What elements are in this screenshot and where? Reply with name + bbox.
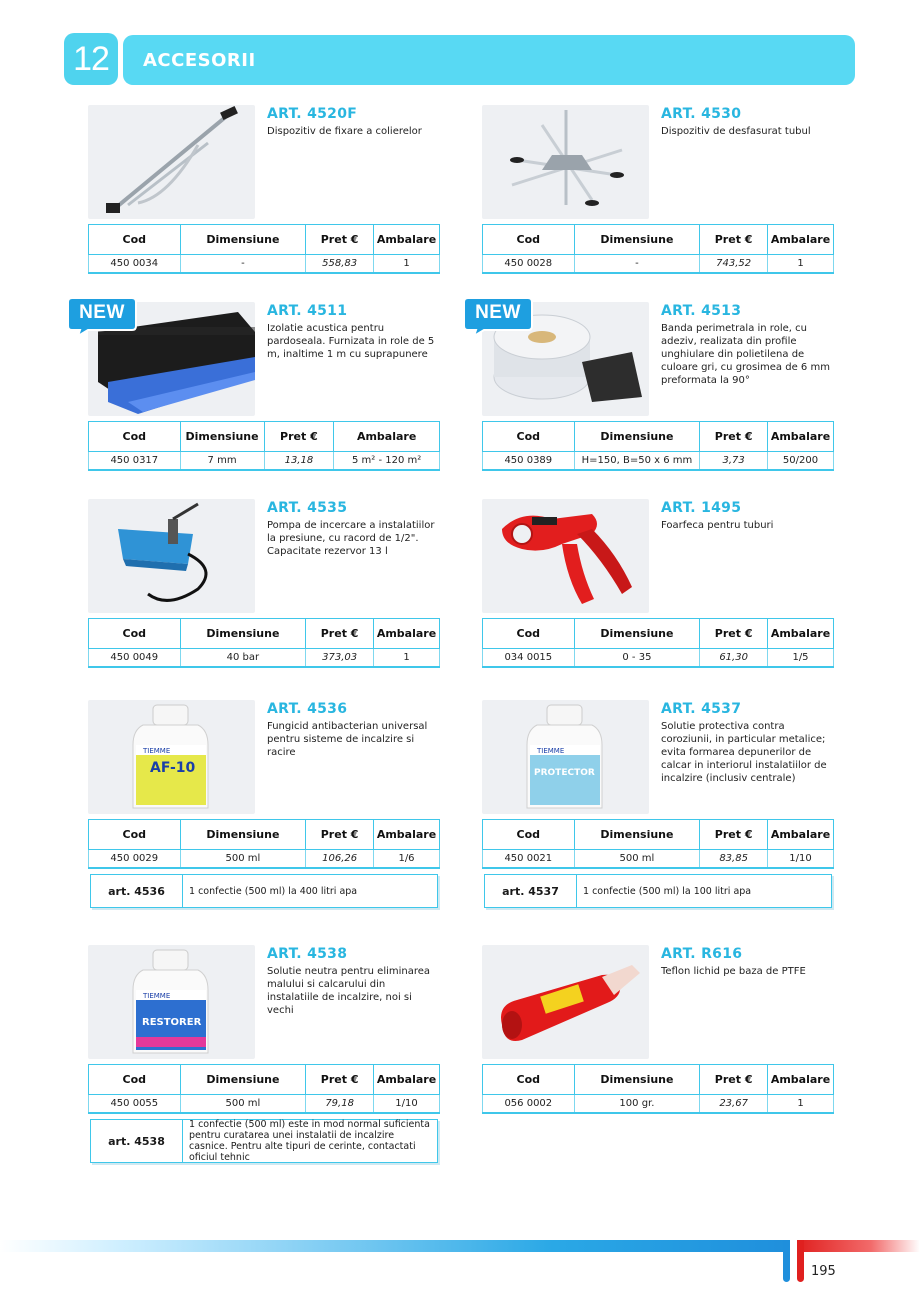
- usage-note: [90, 874, 438, 908]
- product-description: Dispozitiv de desfasurat tubul: [661, 126, 811, 137]
- chapter-number-badge: 12: [64, 33, 118, 85]
- cell-cod: 450 0028: [483, 255, 575, 273]
- table-header-row: [89, 422, 440, 452]
- col-dimensiune: Dimensiune: [574, 422, 700, 452]
- table-header-row: [89, 820, 440, 850]
- spec-table: [482, 224, 834, 274]
- note-label: art. 4538: [91, 1120, 183, 1162]
- col-ambalare: Ambalare: [768, 225, 834, 255]
- product-4511: [88, 302, 440, 472]
- cell-pret: 23,67: [700, 1095, 768, 1113]
- new-badge: [66, 296, 138, 336]
- col-cod: Cod: [483, 422, 575, 452]
- cell-dimensiune: H=150, B=50 x 6 mm: [574, 452, 700, 470]
- col-pret: Pret €: [306, 619, 374, 649]
- cell-cod: 450 0055: [89, 1095, 181, 1113]
- product-image-4537: [482, 700, 649, 814]
- spec-table: [88, 224, 440, 274]
- new-badge-label: NEW: [475, 302, 521, 323]
- col-cod: Cod: [483, 619, 575, 649]
- cell-pret: 743,52: [700, 255, 768, 273]
- col-dimensiune: Dimensiune: [180, 820, 306, 850]
- product-image-4536: [88, 700, 255, 814]
- col-ambalare: Ambalare: [768, 1065, 834, 1095]
- col-dimensiune: Dimensiune: [574, 619, 700, 649]
- cell-dimensiune: 40 bar: [180, 649, 306, 667]
- cell-ambalare: 1: [374, 255, 440, 273]
- spec-table: [88, 618, 440, 668]
- col-pret: Pret €: [700, 1065, 768, 1095]
- col-dimensiune: Dimensiune: [180, 225, 306, 255]
- product-description: Pompa de incercare a instalatiilor la presiune, cu racord de 1/2". Capacitate rezervor 13 l: [267, 520, 435, 557]
- product-title: ART. 4535: [267, 500, 348, 516]
- product-title: ART. 1495: [661, 500, 742, 516]
- col-ambalare: Ambalare: [374, 1065, 440, 1095]
- product-description: Teflon lichid pe baza de PTFE: [661, 966, 806, 977]
- col-dimensiune: Dimensiune: [180, 619, 306, 649]
- table-row: [89, 649, 440, 667]
- col-pret: Pret €: [264, 422, 334, 452]
- cell-cod: 034 0015: [483, 649, 575, 667]
- cell-cod: 450 0389: [483, 452, 575, 470]
- col-ambalare: Ambalare: [374, 820, 440, 850]
- cell-pret: 13,18: [264, 452, 334, 470]
- product-title: ART. 4511: [267, 303, 348, 319]
- table-header-row: [89, 1065, 440, 1095]
- spec-table: [482, 819, 834, 869]
- col-dimensiune: Dimensiune: [574, 225, 700, 255]
- cell-dimensiune: 500 ml: [180, 1095, 306, 1113]
- page-number: 195: [811, 1264, 836, 1279]
- product-image-4538: [88, 945, 255, 1059]
- col-dimensiune: Dimensiune: [574, 820, 700, 850]
- col-cod: Cod: [89, 225, 181, 255]
- table-row: [89, 850, 440, 868]
- spec-table: [88, 819, 440, 869]
- product-4537: [482, 700, 834, 915]
- new-badge: [462, 296, 534, 336]
- col-cod: Cod: [89, 619, 181, 649]
- col-dimensiune: Dimensiune: [574, 1065, 700, 1095]
- spec-table: [482, 1064, 834, 1114]
- col-pret: Pret €: [306, 1065, 374, 1095]
- product-image-1495: [482, 499, 649, 613]
- product-4520f: [88, 105, 440, 275]
- cell-dimensiune: -: [574, 255, 700, 273]
- cell-pret: 106,26: [306, 850, 374, 868]
- note-label: art. 4537: [485, 875, 577, 907]
- col-cod: Cod: [89, 820, 181, 850]
- cell-cod: 450 0029: [89, 850, 181, 868]
- spec-table: [88, 1064, 440, 1114]
- usage-note: [484, 874, 832, 908]
- cell-ambalare: 5 m² - 120 m²: [334, 452, 440, 470]
- note-label: art. 4536: [91, 875, 183, 907]
- usage-note: [90, 1119, 438, 1163]
- table-header-row: [483, 820, 834, 850]
- cell-pret: 61,30: [700, 649, 768, 667]
- cell-ambalare: 1/6: [374, 850, 440, 868]
- bottle-label: RESTORER: [142, 1017, 202, 1028]
- table-header-row: [483, 1065, 834, 1095]
- footer-pipe-blue: [783, 1240, 790, 1282]
- bottle-label: AF-10: [150, 760, 196, 776]
- col-ambalare: Ambalare: [768, 820, 834, 850]
- cell-dimensiune: 7 mm: [180, 452, 264, 470]
- bottle-label: PROTECTOR: [534, 768, 595, 778]
- table-row: [483, 1095, 834, 1113]
- cell-cod: 450 0034: [89, 255, 181, 273]
- product-r616: [482, 945, 834, 1115]
- table-row: [89, 1095, 440, 1113]
- product-4538: [88, 945, 440, 1165]
- col-ambalare: Ambalare: [768, 422, 834, 452]
- cell-pret: 3,73: [700, 452, 768, 470]
- product-image-4535: [88, 499, 255, 613]
- product-image-4530: [482, 105, 649, 219]
- product-title: ART. 4520F: [267, 106, 358, 122]
- cell-dimensiune: 500 ml: [574, 850, 700, 868]
- col-ambalare: Ambalare: [334, 422, 440, 452]
- spec-table: [88, 421, 440, 471]
- section-header: [123, 35, 855, 85]
- cell-dimensiune: -: [180, 255, 306, 273]
- col-dimensiune: Dimensiune: [180, 422, 264, 452]
- table-row: [483, 255, 834, 273]
- product-description: Banda perimetrala in role, cu adeziv, realizata din profile unghiulare din polietilena de culoare gri, cu grosimea de 6 mm preformata la 90°: [661, 323, 830, 386]
- table-row: [483, 452, 834, 470]
- cell-ambalare: 1: [374, 649, 440, 667]
- table-row: [483, 649, 834, 667]
- bottle-brand: TIEMME: [143, 747, 171, 755]
- cell-dimensiune: 500 ml: [180, 850, 306, 868]
- col-pret: Pret €: [306, 820, 374, 850]
- section-title: ACCESORII: [143, 49, 256, 71]
- note-text: 1 confectie (500 ml) la 400 litri apa: [189, 885, 358, 897]
- cell-cod: 056 0002: [483, 1095, 575, 1113]
- product-4513: [482, 302, 834, 472]
- table-header-row: [89, 619, 440, 649]
- cell-ambalare: 50/200: [768, 452, 834, 470]
- product-description: Foarfeca pentru tuburi: [661, 520, 774, 531]
- cell-cod: 450 0049: [89, 649, 181, 667]
- col-ambalare: Ambalare: [374, 619, 440, 649]
- footer-blue-bar: [0, 1240, 790, 1252]
- product-description: Fungicid antibacterian universal pentru sisteme de incalzire si racire: [267, 721, 428, 758]
- bottle-brand: TIEMME: [143, 992, 171, 1000]
- product-title: ART. 4538: [267, 946, 348, 962]
- table-row: [89, 255, 440, 273]
- product-description: Izolatie acustica pentru pardoseala. Furnizata in role de 5 m, inaltime 1 m cu suprapunere: [267, 323, 435, 360]
- cell-ambalare: 1: [768, 1095, 834, 1113]
- col-ambalare: Ambalare: [374, 225, 440, 255]
- cell-ambalare: 1/10: [768, 850, 834, 868]
- col-cod: Cod: [89, 1065, 181, 1095]
- product-title: ART. R616: [661, 946, 743, 962]
- cell-cod: 450 0021: [483, 850, 575, 868]
- product-4536: [88, 700, 440, 915]
- bottle-brand: TIEMME: [537, 747, 565, 755]
- spec-table: [482, 618, 834, 668]
- table-header-row: [483, 422, 834, 452]
- cell-pret: 83,85: [700, 850, 768, 868]
- table-row: [483, 850, 834, 868]
- col-cod: Cod: [483, 820, 575, 850]
- note-text: 1 confectie (500 ml) este in mod normal suficienta pentru curatarea unei instalatii de incalzire casnice. Pentru alte tipuri de cerinte, contactati oficiul tehnic: [189, 1119, 430, 1163]
- product-4530: [482, 105, 834, 275]
- note-text: 1 confectie (500 ml) la 100 litri apa: [583, 885, 752, 897]
- col-ambalare: Ambalare: [768, 619, 834, 649]
- col-pret: Pret €: [700, 820, 768, 850]
- cell-dimensiune: 100 gr.: [574, 1095, 700, 1113]
- col-dimensiune: Dimensiune: [180, 1065, 306, 1095]
- product-1495: [482, 499, 834, 669]
- product-description: Dispozitiv de fixare a colierelor: [267, 126, 422, 137]
- footer-red-bar: [797, 1240, 920, 1252]
- product-description: Solutie neutra pentru eliminarea malului si calcarului din instalatiile de incalzire, noi si vechi: [267, 966, 431, 1016]
- product-title: ART. 4537: [661, 701, 742, 717]
- cell-pret: 79,18: [306, 1095, 374, 1113]
- footer-pipe-red: [797, 1240, 804, 1282]
- product-description: Solutie protectiva contra coroziunii, in particular metalice; evita formarea depunerilor de calcar in interiorul instalatiilor de incalzire (inclusiv centrale): [661, 721, 827, 784]
- cell-pret: 373,03: [306, 649, 374, 667]
- product-image-4520f: [88, 105, 255, 219]
- col-cod: Cod: [483, 225, 575, 255]
- col-pret: Pret €: [700, 619, 768, 649]
- product-image-r616: [482, 945, 649, 1059]
- cell-ambalare: 1/5: [768, 649, 834, 667]
- cell-ambalare: 1/10: [374, 1095, 440, 1113]
- table-header-row: [89, 225, 440, 255]
- col-pret: Pret €: [700, 225, 768, 255]
- col-cod: Cod: [89, 422, 181, 452]
- cell-cod: 450 0317: [89, 452, 181, 470]
- product-4535: [88, 499, 440, 669]
- cell-dimensiune: 0 - 35: [574, 649, 700, 667]
- new-badge-label: NEW: [79, 302, 125, 323]
- table-row: [89, 452, 440, 470]
- col-pret: Pret €: [306, 225, 374, 255]
- cell-ambalare: 1: [768, 255, 834, 273]
- col-cod: Cod: [483, 1065, 575, 1095]
- product-title: ART. 4536: [267, 701, 348, 717]
- table-header-row: [483, 225, 834, 255]
- table-header-row: [483, 619, 834, 649]
- product-title: ART. 4513: [661, 303, 742, 319]
- col-pret: Pret €: [700, 422, 768, 452]
- spec-table: [482, 421, 834, 471]
- cell-pret: 558,83: [306, 255, 374, 273]
- product-title: ART. 4530: [661, 106, 742, 122]
